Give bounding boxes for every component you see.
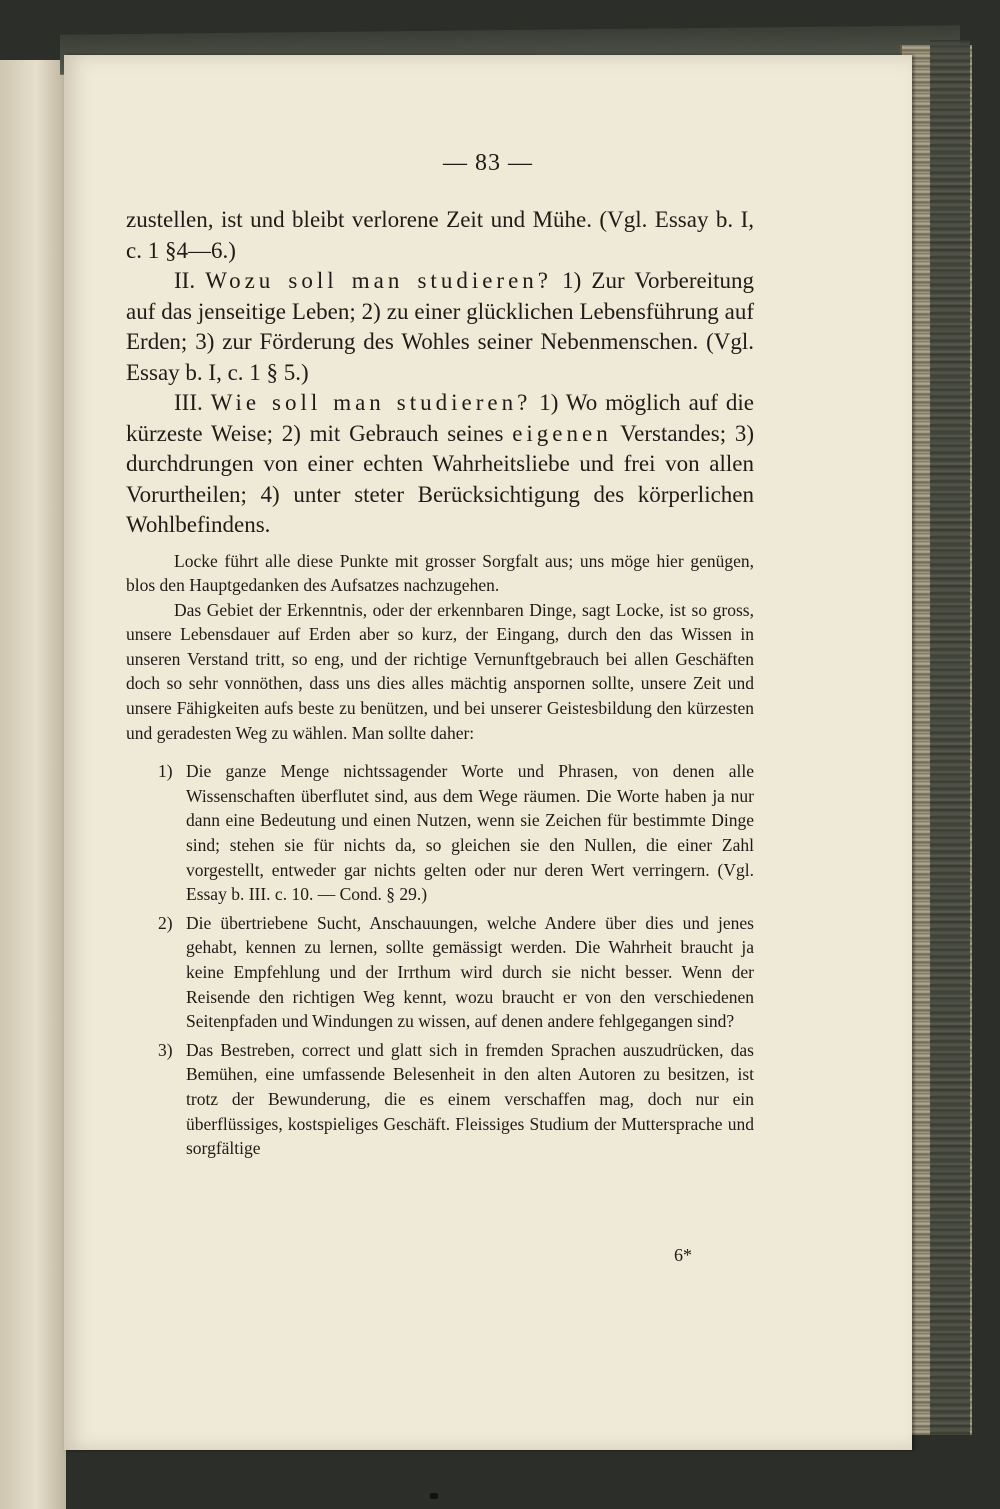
paragraph-3 (126, 388, 754, 541)
section-number-3: III. (174, 390, 203, 415)
section-number-2: II. (174, 268, 196, 293)
book-cover-edge (930, 40, 970, 1435)
list-item-text: Das Bestreben, correct und glatt sich in fremden Sprachen auszudrücken, das Bemühen, eine umfassende Belesenheit in den alten Autoren zu besitzen, ist trotz der Bewunderung, die es einem verschaffen mag, doch nur ein überflüssiges, kostspieliges Geschäft. Fleissiges Studium der Muttersprache und sorgfältige (186, 1039, 754, 1159)
small-text (126, 549, 754, 746)
list-item-number: 2) (158, 912, 173, 933)
section-text-2: 1) Zur Vorbereitung auf das jenseitige Leben; 2) zu einer glücklichen Lebensführung auf Erden; 3) zur Förderung des Wohles seiner Nebenmenschen. (Vgl. Essay b. I, c. 1 § 5.) (126, 268, 754, 385)
page-body (126, 205, 754, 1165)
signature-mark: 6* (674, 1245, 692, 1265)
paragraph-2 (126, 266, 754, 388)
small-paragraph-1: Locke führt alle diese Punkte mit grosser Sorgfalt aus; uns möge hier genügen, blos den Hauptgedanken des Aufsatzes nachzugehen. (126, 550, 754, 596)
small-paragraph-2: Das Gebiet der Erkenntnis, oder der erkennbaren Dinge, sagt Locke, ist so gross, unsere Lebensdauer auf Erden aber so kurz, der Eingang, durch den das Wissen in unseren Verstand tritt, so eng, und der richtige Vernunftgebrauch bei allen Geschäften doch so sehr vonnöthen, dass uns dies alles mächtig anspornen sollte, unsere Zeit und unsere Fähigkeiten aufs beste zu benützen, und bei unserer Geistesbildung den kürzesten und geradesten Weg zu wählen. Man sollte daher: (126, 599, 754, 743)
numbered-list (126, 759, 754, 1161)
section-heading-2: Wozu soll man studieren? (205, 268, 552, 293)
main-text (126, 205, 754, 541)
page-number: — 83 — (443, 150, 533, 176)
section-heading-3: Wie soll man studieren? (210, 390, 532, 415)
list-item-number: 3) (158, 1039, 173, 1060)
list-item-number: 1) (158, 761, 173, 782)
paragraph-1: zustellen, ist und bleibt verlorene Zeit und Mühe. (Vgl. Essay b. I, c. 1 §4—6.) (126, 207, 754, 263)
list-item (126, 759, 754, 907)
left-page-edge (0, 60, 66, 1509)
section-text-3a: 1) Wo möglich auf die kürzeste Weise; 2) mit Gebrauch seines (126, 390, 754, 446)
list-item (126, 1038, 754, 1161)
list-item-text: Die ganze Menge nichtssagender Worte und Phrasen, von denen alle Wissenschaften überflutet sind, aus dem Wege räumen. Die Worte haben ja nur dann eine Bedeutung und einen Nutzen, wenn sie Zeichen für bestimmte Dinge sind; stehen sie für nichts da, so gleichen sie den Nullen, die einer Zahl vorgestellt, entweder gar nichts gelten oder nur deren Wert verringern. (Vgl. Essay b. III. c. 10. — Cond. § 29.) (186, 761, 754, 905)
ink-mark (430, 1493, 438, 1499)
list-item (126, 911, 754, 1034)
book-page (64, 55, 912, 1450)
emphasized-word: eigenen (512, 420, 612, 446)
list-item-text: Die übertriebene Sucht, Anschauungen, welche Andere über dies und jenes gehabt, kennen zu lernen, sollte gemässigt werden. Die Wahrheit braucht ja keine Empfehlung und der Irrthum wird durch sie nicht besser. Wenn der Reisende den richtigen Weg kennt, wozu braucht er von den verschiedenen Seitenpfaden und Windungen zu wissen, auf denen andere fehlgegangen sind? (186, 912, 754, 1032)
section-text-3b: Verstandes; 3) durchdrungen von einer echten Wahrheitsliebe und frei von allen Vorurtheilen; 4) unter steter Berücksichtigung des körperlichen Wohlbefindens. (126, 420, 755, 537)
